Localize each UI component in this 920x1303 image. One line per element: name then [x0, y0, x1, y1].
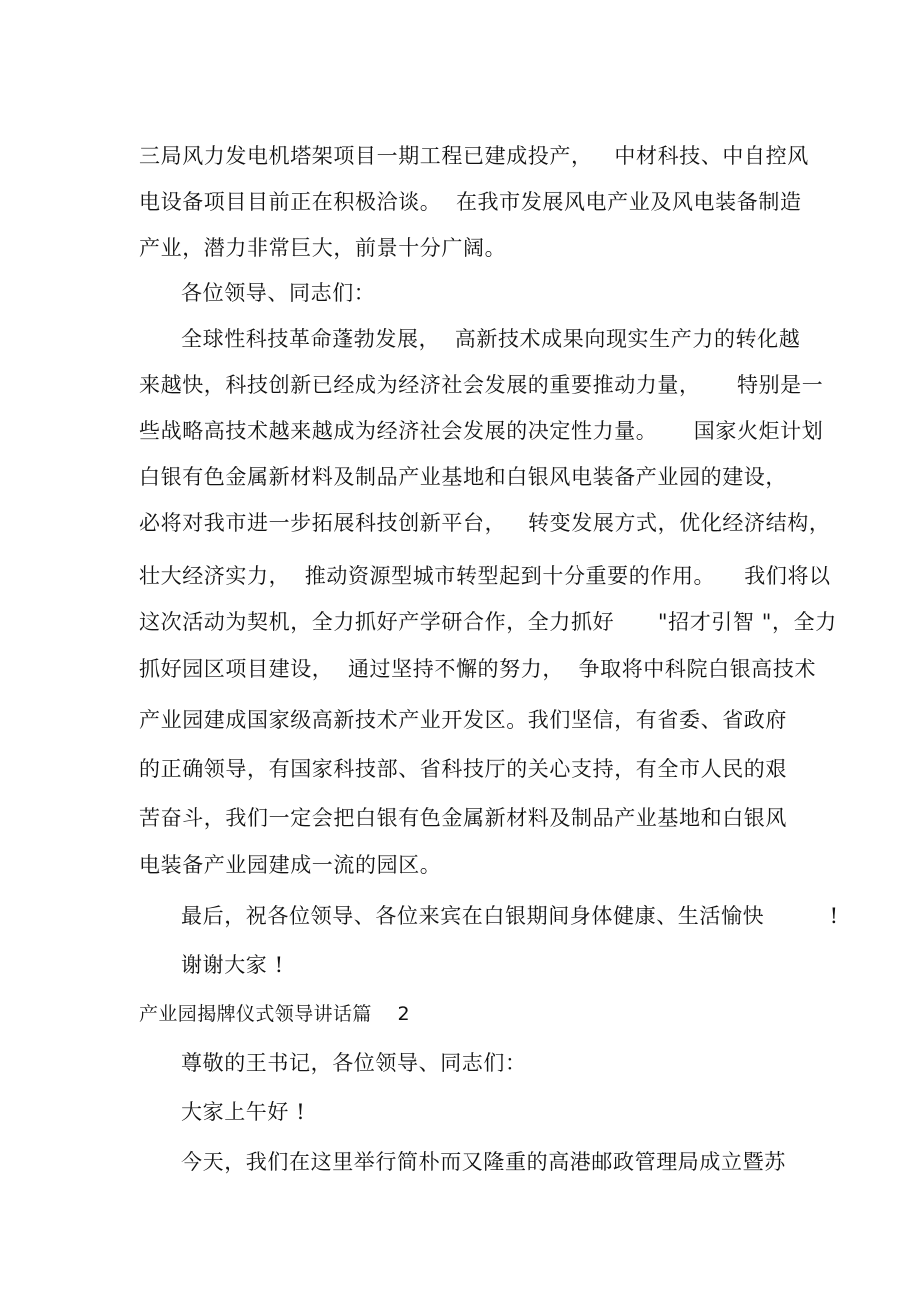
- salutation-2: 尊敬的王书记，各位领导、同志们：: [181, 1051, 527, 1075]
- salutation: 各位领导、同志们：: [181, 281, 376, 305]
- text-line-10: 壮大经济实力， 推动资源型城市转型起到十分重要的作用。 我们将以: [139, 564, 831, 588]
- section-heading: 产业园揭牌仪式领导讲话篇 2: [139, 1003, 411, 1025]
- text-line-1: 三局风力发电机塔架项目一期工程已建成投产， 中材科技、中自控风: [139, 144, 809, 168]
- text-line-14: 的正确领导，有国家科技部、省科技厅的关心支持，有全市人民的艰: [139, 757, 787, 781]
- text-line-5: 全球性科技革命蓬勃发展， 高新技术成果向现实生产力的转化越: [181, 327, 801, 351]
- closing-thanks: 谢谢大家 !: [181, 953, 284, 977]
- text-line-2: 电设备项目目前正在积极洽谈。 在我市发展风电产业及风电装备制造: [139, 190, 802, 214]
- greeting: 大家上午好 !: [181, 1100, 306, 1124]
- closing-wish: 最后，祝各位领导、各位来宾在白银期间身体健康、生活愉快 !: [181, 904, 839, 928]
- text-line-9: 必将对我市进一步拓展科技创新平台， 转变发展方式，优化经济结构，: [139, 511, 831, 535]
- text-line-6: 来越快，科技创新已经成为经济社会发展的重要推动力量， 特别是一: [139, 373, 824, 397]
- text-line-7: 些战略高技术越来越成为经济社会发展的决定性力量。 国家火炬计划: [139, 419, 824, 443]
- text-line-13: 产业园建成国家级高新技术产业开发区。我们坚信，有省委、省政府: [139, 708, 787, 732]
- text-line-8: 白银有色金属新材料及制品产业基地和白银风电装备产业园的建设，: [139, 465, 787, 489]
- text-line-15: 苦奋斗，我们一定会把白银有色金属新材料及制品产业基地和白银风: [139, 806, 787, 830]
- text-line-16: 电装备产业园建成一流的园区。: [139, 853, 442, 877]
- text-line-3: 产业，潜力非常巨大，前景十分广阔。: [139, 236, 507, 260]
- text-line-12: 抓好园区项目建设， 通过坚持不懈的努力， 争取将中科院白银高技术: [139, 657, 817, 681]
- text-line-22: 今天，我们在这里举行简朴而又隆重的高港邮政管理局成立暨苏: [181, 1150, 786, 1174]
- text-line-11: 这次活动为契机，全力抓好产学研合作，全力抓好 "招才引智 "，全力: [139, 610, 837, 634]
